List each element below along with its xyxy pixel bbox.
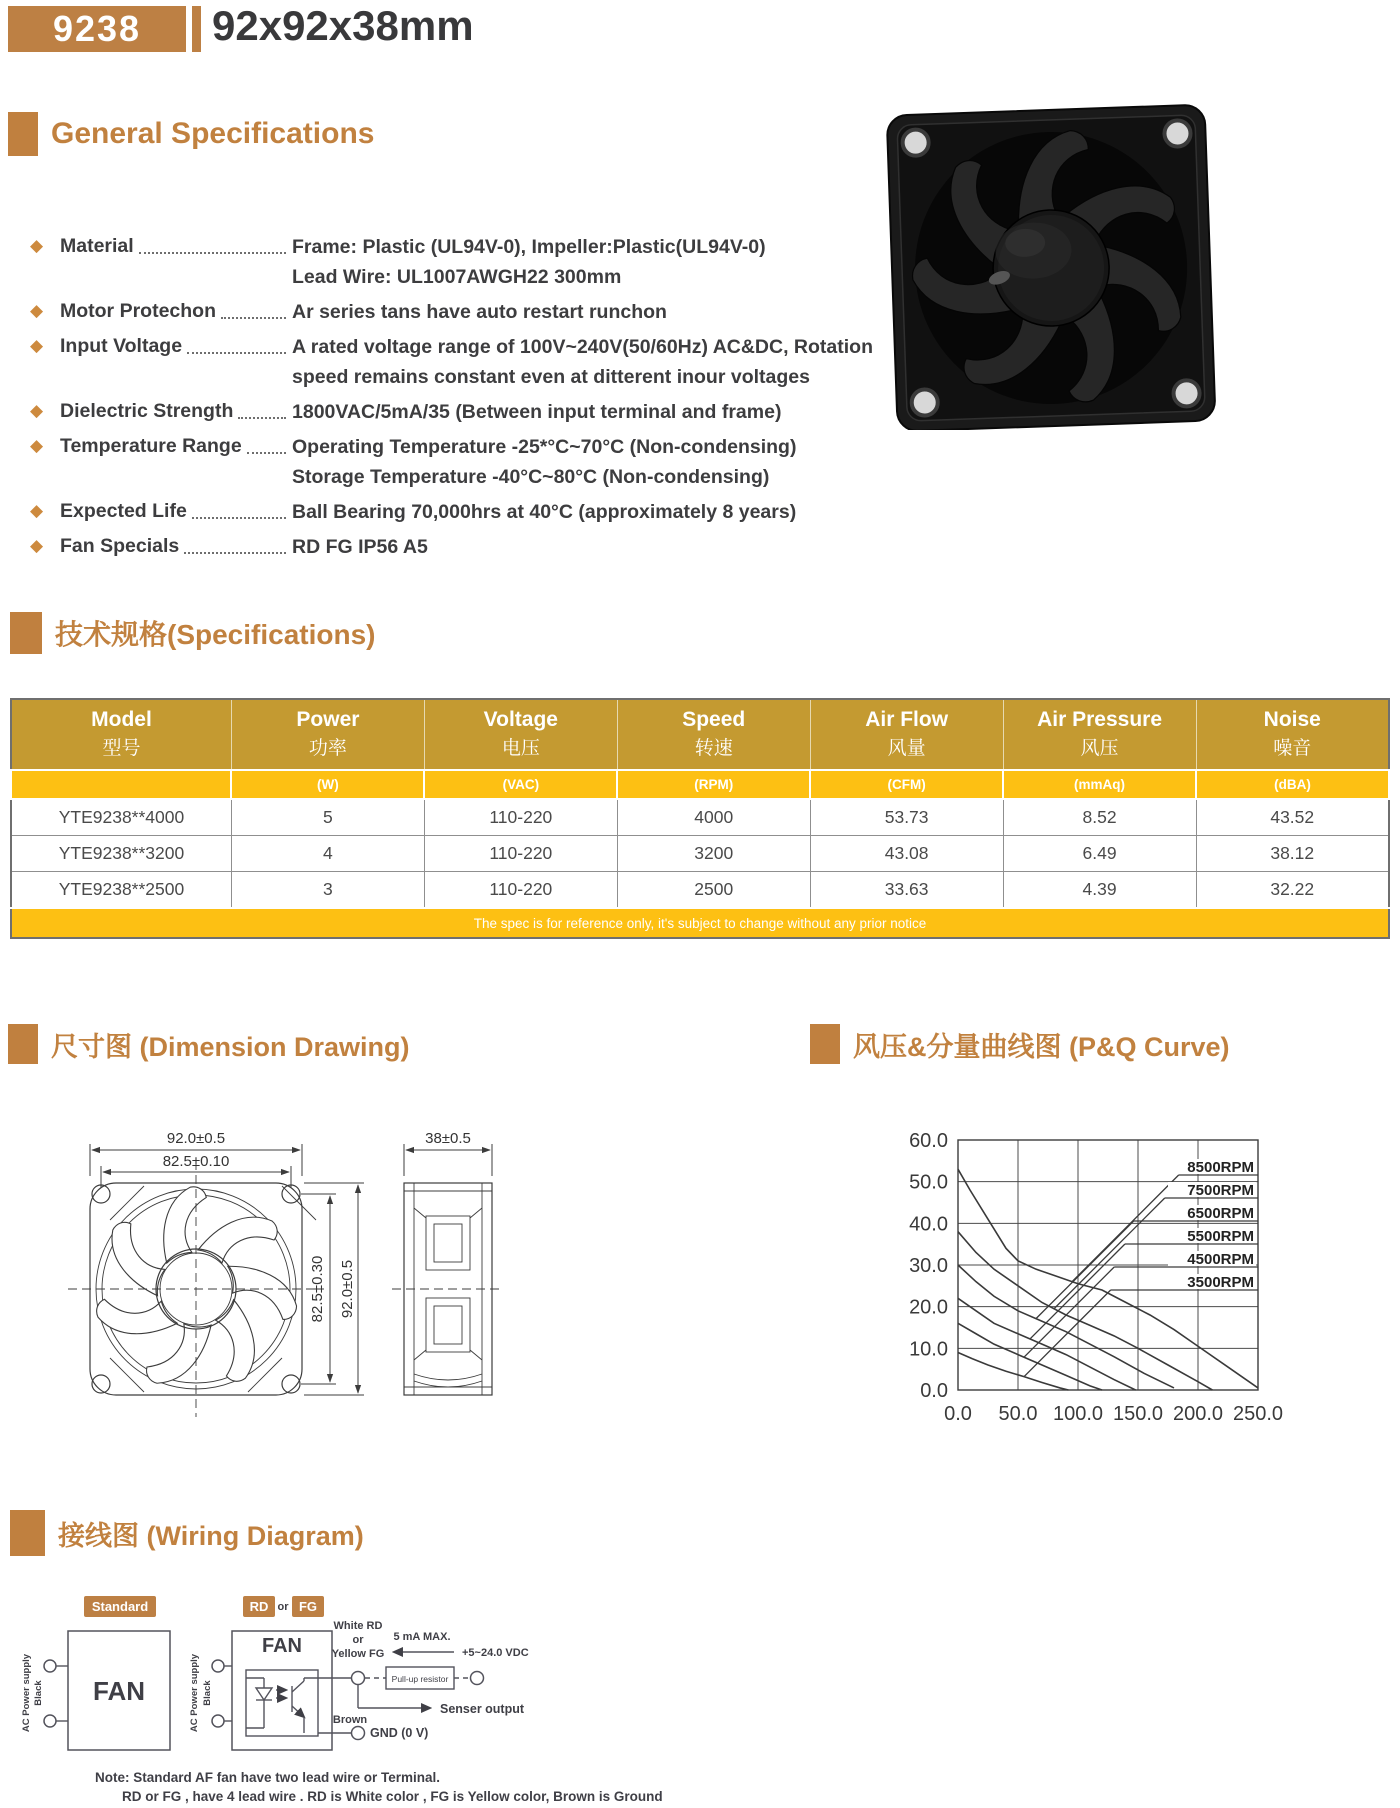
spec-item xyxy=(30,297,910,327)
spec-label: Temperature Range xyxy=(60,435,242,457)
section-title: 技术规格(Specifications) xyxy=(55,619,376,650)
sensor-output-label: Senser output xyxy=(440,1702,525,1716)
svg-text:150.0: 150.0 xyxy=(1112,1403,1164,1425)
section-title: 风压&分量曲线图 (P&Q Curve) xyxy=(853,1031,1230,1062)
table-cell: 110-220 xyxy=(424,872,617,909)
table-cell: 38.12 xyxy=(1196,836,1389,872)
dotted-leader xyxy=(139,252,286,254)
dim-hole-pitch-h: 82.5±0.30 xyxy=(309,1255,326,1323)
diamond-bullet-icon: ◆ xyxy=(30,536,44,555)
unit-cell: (CFM) xyxy=(810,770,1003,799)
dotted-leader xyxy=(187,352,286,354)
spec-item xyxy=(30,532,910,562)
unit-cell: (mmAq) xyxy=(1003,770,1196,799)
column-header: Power 功率 xyxy=(231,699,424,770)
table-row xyxy=(11,799,1389,836)
svg-text:250.0: 250.0 xyxy=(1232,1403,1284,1425)
table-cell: 2500 xyxy=(617,872,810,909)
dotted-leader xyxy=(247,452,286,454)
diamond-bullet-icon: ◆ xyxy=(30,236,44,255)
diamond-bullet-icon: ◆ xyxy=(30,436,44,455)
fg-badge-label: FG xyxy=(298,1599,318,1614)
signal-terminal xyxy=(352,1672,365,1685)
dim-outer-height: 92.0±0.5 xyxy=(339,1259,356,1319)
table-unit-row xyxy=(11,770,1389,799)
spec-item xyxy=(30,332,910,392)
dim-hole-pitch-w: 82.5±0.10 xyxy=(162,1153,230,1170)
dotted-leader xyxy=(192,517,286,519)
spec-label: Motor Protechon xyxy=(60,300,216,322)
spec-table xyxy=(10,698,1390,939)
section-square-icon xyxy=(8,112,38,156)
rpm-curve-label: 4500RPM xyxy=(1187,1251,1254,1268)
vdc-label: +5~24.0 VDC xyxy=(462,1647,529,1659)
signal-label: White RD xyxy=(333,1620,383,1632)
footnote-cell: The spec is for reference only, it's subject to change without any prior notice xyxy=(11,908,1389,938)
svg-text:30.0: 30.0 xyxy=(909,1255,948,1277)
terminal xyxy=(212,1715,224,1727)
spec-item xyxy=(30,232,910,292)
terminal xyxy=(44,1715,56,1727)
dotted-leader xyxy=(184,552,286,554)
section-square-icon xyxy=(810,1024,840,1064)
standard-badge-label: Standard xyxy=(91,1599,149,1614)
table-header-row xyxy=(11,699,1389,770)
supply-label: AC Power supply xyxy=(189,1653,200,1733)
terminal xyxy=(44,1660,56,1672)
or-label: or xyxy=(277,1601,289,1613)
table-cell: YTE9238**3200 xyxy=(11,836,231,872)
vdc-terminal xyxy=(471,1672,484,1685)
wiring-notes xyxy=(95,1768,663,1806)
svg-text:200.0: 200.0 xyxy=(1172,1403,1224,1425)
diamond-bullet-icon: ◆ xyxy=(30,301,44,320)
table-cell: 4 xyxy=(231,836,424,872)
table-cell: 3200 xyxy=(617,836,810,872)
badge-separator xyxy=(192,6,201,52)
note-line: Note: Standard AF fan have two lead wire or Terminal. xyxy=(95,1770,441,1785)
table-row xyxy=(11,872,1389,909)
table-footnote-row xyxy=(11,908,1389,938)
spec-item xyxy=(30,432,910,492)
spec-value: Ar series tans have auto restart runchon xyxy=(292,301,667,323)
rpm-curve-label: 5500RPM xyxy=(1187,1228,1254,1245)
black-wire-label: Black xyxy=(202,1680,213,1706)
gnd-terminal xyxy=(352,1727,365,1740)
spec-label: Dielectric Strength xyxy=(60,400,234,422)
table-cell: 110-220 xyxy=(424,799,617,836)
svg-text:60.0: 60.0 xyxy=(909,1130,948,1152)
spec-label: Fan Specials xyxy=(60,535,180,557)
column-header: Speed 转速 xyxy=(617,699,810,770)
page-title-size: 92x92x38mm xyxy=(212,2,474,49)
pullup-label: Pull-up resistor xyxy=(391,1674,449,1684)
diamond-bullet-icon: ◆ xyxy=(30,501,44,520)
table-cell: 33.63 xyxy=(810,872,1003,909)
fan-photo-group xyxy=(886,100,1216,430)
dim-outer-width: 92.0±0.5 xyxy=(166,1130,226,1147)
diamond-bullet-icon: ◆ xyxy=(30,401,44,420)
svg-text:40.0: 40.0 xyxy=(909,1213,948,1236)
spec-value: A rated voltage range of 100V~240V(50/60Hz) AC&DC, Rotation speed remains constant even at ditterent inour voltages xyxy=(292,336,874,388)
pq-curve-chart xyxy=(866,1128,1296,1438)
terminal xyxy=(212,1660,224,1672)
spec-item xyxy=(30,497,910,527)
table-cell: 4000 xyxy=(617,799,810,836)
section-heading-dimension xyxy=(8,1024,410,1064)
dimension-drawing xyxy=(52,1128,532,1463)
section-title: General Specifications xyxy=(51,117,375,150)
section-square-icon xyxy=(8,1024,38,1064)
rpm-curve-label: 7500RPM xyxy=(1187,1182,1254,1199)
column-header: Noise 噪音 xyxy=(1196,699,1389,770)
unit-cell: (W) xyxy=(231,770,424,799)
table-row xyxy=(11,836,1389,872)
signal-label: or xyxy=(352,1634,364,1646)
spec-label: Input Voltage xyxy=(60,335,183,357)
column-header: Air Flow 风量 xyxy=(810,699,1003,770)
table-cell: YTE9238**4000 xyxy=(11,799,231,836)
spec-value: RD FG IP56 A5 xyxy=(292,536,428,558)
unit-cell: (VAC) xyxy=(424,770,617,799)
section-heading-specifications xyxy=(10,612,375,654)
dotted-leader xyxy=(238,417,286,419)
svg-text:10.0: 10.0 xyxy=(909,1338,948,1361)
table-cell: YTE9238**2500 xyxy=(11,872,231,909)
svg-text:100.0: 100.0 xyxy=(1052,1403,1104,1425)
column-header: Model 型号 xyxy=(11,699,231,770)
spec-value: Frame: Plastic (UL94V-0), Impeller:Plastic(UL94V-0) Lead Wire: UL1007AWGH22 300mm xyxy=(292,236,766,288)
signal-label: Yellow FG xyxy=(331,1648,385,1660)
unit-cell: (dBA) xyxy=(1196,770,1389,799)
unit-cell xyxy=(11,770,231,799)
rpm-curve-label: 6500RPM xyxy=(1187,1205,1254,1222)
table-cell: 6.49 xyxy=(1003,836,1196,872)
section-title: 尺寸图 (Dimension Drawing) xyxy=(51,1031,410,1062)
svg-text:50.0: 50.0 xyxy=(909,1171,948,1194)
spec-item xyxy=(30,397,910,427)
table-cell: 53.73 xyxy=(810,799,1003,836)
gnd-label: GND (0 V) xyxy=(370,1726,429,1740)
table-cell: 3 xyxy=(231,872,424,909)
general-spec-list xyxy=(30,232,910,567)
svg-text:20.0: 20.0 xyxy=(909,1296,948,1319)
column-header: Voltage 电压 xyxy=(424,699,617,770)
black-wire-label: Black xyxy=(33,1680,44,1706)
diamond-bullet-icon: ◆ xyxy=(30,336,44,355)
unit-cell: (RPM) xyxy=(617,770,810,799)
spec-value: Operating Temperature -25*°C~70°C (Non-condensing) Storage Temperature -40°C~80°C (Non-condensing) xyxy=(292,436,797,488)
column-header: Air Pressure 风压 xyxy=(1003,699,1196,770)
dim-depth: 38±0.5 xyxy=(425,1130,471,1147)
section-heading-pq-curve xyxy=(810,1024,1230,1064)
spec-value: Ball Bearing 70,000hrs at 40°C (approximately 8 years) xyxy=(292,501,797,523)
spec-value: 1800VAC/5mA/35 (Between input terminal and frame) xyxy=(292,401,782,423)
table-cell: 43.52 xyxy=(1196,799,1389,836)
wiring-diagram xyxy=(20,1590,620,1770)
section-title: 接线图 (Wiring Diagram) xyxy=(58,1520,364,1551)
table-cell: 8.52 xyxy=(1003,799,1196,836)
fan-label: FAN xyxy=(93,1676,145,1706)
table-cell: 110-220 xyxy=(424,836,617,872)
rpm-curve-label: 8500RPM xyxy=(1187,1159,1254,1176)
current-max-label: 5 mA MAX. xyxy=(393,1631,451,1643)
supply-label: AC Power supply xyxy=(21,1653,32,1733)
section-square-icon xyxy=(10,1510,45,1556)
table-cell: 43.08 xyxy=(810,836,1003,872)
spec-label: Expected Life xyxy=(60,500,187,522)
section-heading-wiring xyxy=(10,1510,364,1556)
dotted-leader xyxy=(221,317,286,319)
fan-product-photo xyxy=(886,100,1216,430)
section-square-icon xyxy=(10,612,42,654)
spec-label: Material xyxy=(60,235,134,257)
model-number-badge: 9238 xyxy=(8,6,186,52)
table-cell: 32.22 xyxy=(1196,872,1389,909)
svg-text:0.0: 0.0 xyxy=(944,1403,972,1425)
rpm-curve-label: 3500RPM xyxy=(1187,1274,1254,1291)
fan-label: FAN xyxy=(262,1635,302,1657)
svg-text:0.0: 0.0 xyxy=(920,1380,948,1402)
note-line: RD or FG , have 4 lead wire . RD is White color , FG is Yellow color, Brown is Ground xyxy=(122,1789,663,1804)
rd-badge-label: RD xyxy=(249,1599,269,1614)
table-cell: 5 xyxy=(231,799,424,836)
brown-wire-label: Brown xyxy=(332,1714,368,1726)
svg-text:50.0: 50.0 xyxy=(998,1403,1038,1425)
table-cell: 4.39 xyxy=(1003,872,1196,909)
section-heading-general xyxy=(8,112,374,156)
